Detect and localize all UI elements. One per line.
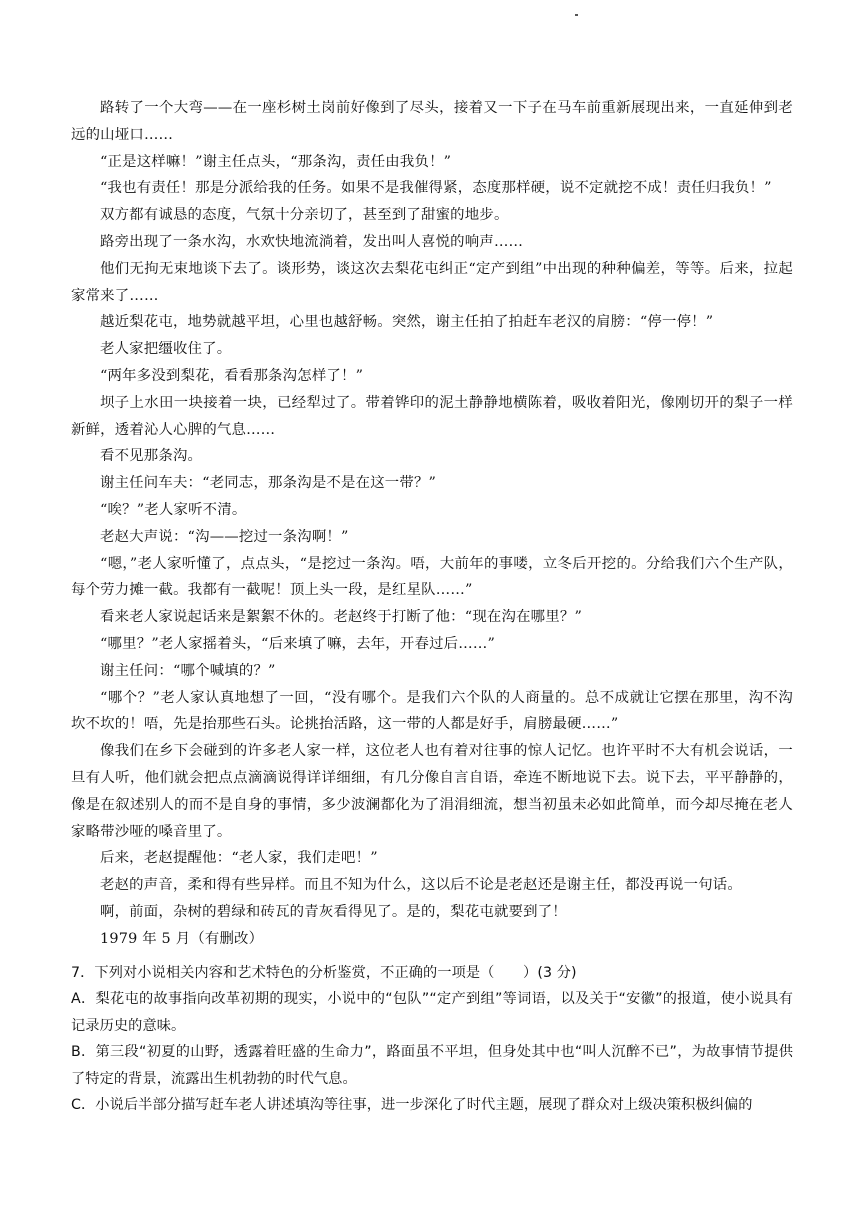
paragraph: “唉？”老人家听不清。 xyxy=(100,501,247,518)
option-c: C．小说后半部分描写赶车老人讲述填沟等往事，进一步深化了时代主题，展现了群众对上级决策积极纠偏的 xyxy=(71,1097,753,1114)
paragraph: 越近梨花屯，地势就越平坦，心里也越舒畅。突然，谢主任拍了拍赶车老汉的肩膀：“停一停！” xyxy=(100,314,714,331)
paragraph: 像我们在乡下会碰到的许多老人家一样，这位老人也有着对往事的惊人记忆。也许平时不大有机会说话，一旦有人听，他们就会把点点滴滴说得详详细细，有几分像自言自语，牵连不断地说下去。说下去，平平静静的，像是在叙述别人的而不是自身的事情，多少波澜都化为了涓涓细流，想当初虽未必如此简单，而今却尽掩在老人家略带沙哑的嗓音里了。 xyxy=(71,743,793,840)
paragraph: “哪个？”老人家认真地想了一回，“没有哪个。是我们六个队的人商量的。总不成就让它摆在那里，沟不沟坎不坎的！唔，先是抬那些石头。论挑抬活路，这一带的人都是好手，肩膀最硬……” xyxy=(71,689,793,733)
paragraph: 双方都有诚恳的态度，气氛十分亲切了，甚至到了甜蜜的地步。 xyxy=(100,207,509,224)
paragraph: 老人家把缰收住了。 xyxy=(100,341,232,358)
paragraph: “两年多没到梨花，看看那条沟怎样了！” xyxy=(100,367,364,384)
paragraph: 后来，老赵提醒他：“老人家，我们走吧！” xyxy=(100,850,378,867)
paragraph: 谢主任问车夫：“老同志，那条沟是不是在这一带？” xyxy=(100,475,437,492)
page-mark xyxy=(575,14,578,16)
paragraph: 路旁出现了一条水沟，水欢快地流淌着，发出叫人喜悦的响声…… xyxy=(100,233,524,250)
publication-date: 1979 年 5 月（有删改） xyxy=(100,930,264,947)
paragraph: “嗯，”老人家听懂了，点点头，“是挖过一条沟。唔，大前年的事喽，立冬后开挖的。分给我们六个生产队，每个劳力摊一截。我都有一截呢！顶上头一段，是红星队……” xyxy=(71,555,793,599)
paragraph: “我也有责任！那是分派给我的任务。如果不是我催得紧，态度那样硬，说不定就挖不成！责任归我负！” xyxy=(100,180,772,197)
paragraph: 看来老人家说起话来是絮絮不休的。老赵终于打断了他：“现在沟在哪里？” xyxy=(100,609,583,626)
paragraph: 谢主任问：“哪个喊填的？” xyxy=(100,662,276,679)
option-b: B．第三段“初夏的山野，透露着旺盛的生命力”，路面虽不平坦，但身处其中也“叫人沉醉不已”，为故事情节提供了特定的背景，流露出生机勃勃的时代气息。 xyxy=(71,1044,793,1087)
paragraph: 坝子上水田一块接着一块，已经犁过了。带着铧印的泥土静静地横陈着，吸收着阳光，像刚切开的梨子一样新鲜，透着沁人心脾的气息…… xyxy=(71,394,793,438)
story-text xyxy=(71,95,793,953)
option-a: A．梨花屯的故事指向改革初期的现实，小说中的“包队”“定产到组”等词语，以及关于“安徽”的报道，使小说具有记录历史的意味。 xyxy=(71,991,793,1034)
question-stem: 7．下列对小说相关内容和艺术特色的分析鉴赏，不正确的一项是（ ）(3 分) xyxy=(71,965,577,981)
paragraph: 老赵的声音，柔和得有些异样。而且不知为什么，这以后不论是老赵还是谢主任，都没再说一句话。 xyxy=(100,877,742,894)
question-section xyxy=(71,960,793,1118)
paragraph: 路转了一个大弯——在一座杉树土岗前好像到了尽头，接着又一下子在马车前重新展现出来，一直延伸到老远的山垭口…… xyxy=(71,100,793,143)
paragraph: 老赵大声说：“沟——挖过一条沟啊！” xyxy=(100,528,349,545)
paragraph: 啊，前面，杂树的碧绿和砖瓦的青灰看得见了。是的，梨花屯就要到了！ xyxy=(100,903,567,920)
paragraph: “正是这样嘛！”谢主任点头，“那条沟，责任由我负！” xyxy=(100,153,452,170)
paragraph: 看不见那条沟。 xyxy=(100,448,203,465)
paragraph: 他们无拘无束地谈下去了。谈形势，谈这次去梨花屯纠正“定产到组”中出现的种种偏差，等等。后来，拉起家常来了…… xyxy=(71,260,793,304)
paragraph: “哪里？”老人家摇着头，“后来填了嘛，去年，开春过后……” xyxy=(100,635,495,652)
